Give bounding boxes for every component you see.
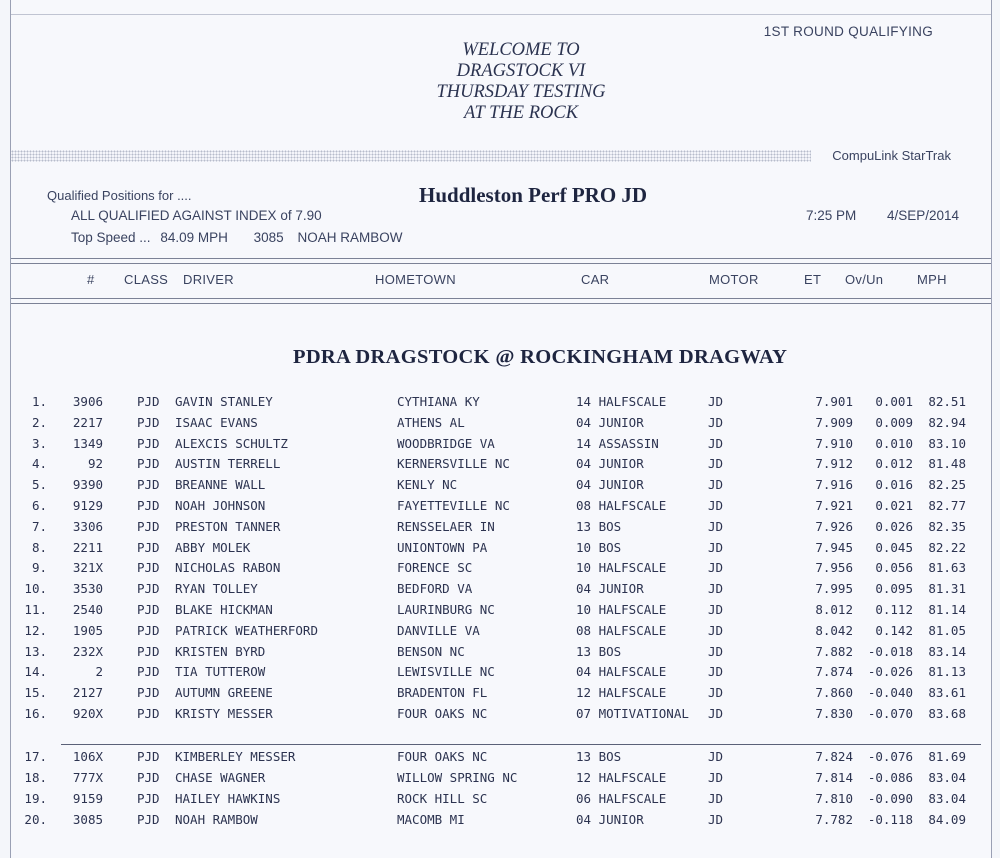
position-cell: 7.: [31, 518, 47, 534]
motor-cell: JD: [708, 643, 724, 659]
col-mph-header: MPH: [917, 272, 947, 287]
report-date: 4/SEP/2014: [887, 208, 960, 223]
mph-cell: 81.63: [928, 560, 966, 576]
mph-cell: 83.61: [928, 685, 966, 701]
et-cell: 7.910: [815, 435, 853, 451]
car-cell: 10 BOS: [576, 539, 622, 555]
driver-cell: TIA TUTTEROW: [175, 664, 266, 680]
position-cell: 20.: [24, 812, 47, 827]
car-cell: 06 HALFSCALE: [576, 791, 667, 806]
et-cell: 8.042: [815, 622, 853, 638]
hometown-cell: MACOMB MI: [397, 812, 465, 827]
welcome-line: DRAGSTOCK VI: [456, 61, 586, 81]
position-cell: 16.: [24, 706, 47, 721]
table-row: [11, 749, 991, 769]
car-number-cell: 777X: [72, 770, 103, 785]
class-cell: PJD: [137, 394, 160, 409]
mph-cell: 82.25: [928, 477, 966, 493]
mph-cell: 83.14: [928, 643, 966, 659]
et-cell: 7.860: [815, 685, 853, 701]
class-cell: PJD: [137, 498, 160, 513]
hometown-cell: RENSSELAER IN: [397, 518, 495, 534]
over-under-cell: 0.021: [875, 498, 913, 513]
car-number-cell: 2: [95, 664, 103, 680]
et-cell: 7.782: [815, 812, 853, 827]
motor-cell: JD: [708, 749, 724, 764]
car-cell: 04 JUNIOR: [576, 477, 644, 493]
header-rule: [11, 258, 991, 259]
car-cell: 10 HALFSCALE: [576, 602, 667, 617]
position-cell: 17.: [24, 749, 47, 764]
motor-cell: JD: [708, 791, 724, 806]
over-under-cell: 0.012: [875, 456, 913, 472]
class-cell: PJD: [137, 477, 160, 493]
top-border: [11, 14, 991, 15]
mph-cell: 81.31: [928, 581, 966, 597]
motor-cell: JD: [708, 812, 724, 827]
over-under-cell: 0.009: [875, 414, 913, 430]
table-row: [11, 685, 991, 705]
position-cell: 2.: [31, 414, 47, 430]
position-cell: 19.: [24, 791, 47, 806]
driver-cell: NOAH JOHNSON: [175, 498, 266, 513]
driver-cell: KRISTEN BYRD: [175, 643, 266, 659]
motor-cell: JD: [708, 706, 724, 721]
hometown-cell: WILLOW SPRING NC: [397, 770, 518, 785]
table-row: [11, 456, 991, 476]
over-under-cell: 0.056: [875, 560, 913, 576]
position-cell: 8.: [31, 539, 47, 555]
et-cell: 7.874: [815, 664, 853, 680]
mph-cell: 83.04: [928, 770, 966, 785]
driver-cell: KRISTY MESSER: [175, 706, 273, 721]
car-cell: 04 JUNIOR: [576, 456, 644, 472]
car-number-cell: 2540: [72, 602, 103, 617]
position-cell: 12.: [24, 622, 47, 638]
car-cell: 04 JUNIOR: [576, 812, 644, 827]
driver-cell: RYAN TOLLEY: [175, 581, 258, 597]
position-cell: 5.: [31, 477, 47, 493]
driver-cell: ALEXCIS SCHULTZ: [175, 435, 288, 451]
et-cell: 7.901: [815, 394, 853, 409]
col-et-header: ET: [804, 272, 822, 287]
mph-cell: 82.77: [928, 498, 966, 513]
class-cell: PJD: [137, 812, 160, 827]
car-number-cell: 9159: [72, 791, 103, 806]
car-number-cell: 106X: [72, 749, 103, 764]
position-cell: 4.: [31, 456, 47, 472]
hometown-cell: FOUR OAKS NC: [397, 749, 488, 764]
car-number-cell: 92: [87, 456, 103, 472]
col-class-header: CLASS: [124, 272, 169, 287]
motor-cell: JD: [708, 456, 724, 472]
table-row: [11, 498, 991, 518]
motor-cell: JD: [708, 498, 724, 513]
mph-cell: 84.09: [928, 812, 966, 827]
over-under-cell: -0.018: [867, 643, 913, 659]
et-cell: 7.956: [815, 560, 853, 576]
et-cell: 7.995: [815, 581, 853, 597]
index-text: ALL QUALIFIED AGAINST INDEX of 7.90: [71, 208, 322, 223]
car-cell: 08 HALFSCALE: [576, 498, 667, 513]
class-cell: PJD: [137, 539, 160, 555]
driver-cell: PATRICK WEATHERFORD: [175, 622, 318, 638]
motor-cell: JD: [708, 477, 724, 493]
col-ovun-header: Ov/Un: [845, 272, 884, 287]
hometown-cell: FORENCE SC: [397, 560, 473, 576]
over-under-cell: 0.095: [875, 581, 913, 597]
et-cell: 7.814: [815, 770, 853, 785]
table-row: [11, 519, 991, 539]
cutoff-line: [61, 744, 981, 745]
track-title: PDRA DRAGSTOCK @ ROCKINGHAM DRAGWAY: [293, 346, 788, 368]
driver-cell: BLAKE HICKMAN: [175, 602, 273, 617]
over-under-cell: 0.016: [875, 477, 913, 493]
hometown-cell: DANVILLE VA: [397, 622, 480, 638]
motor-cell: JD: [708, 539, 724, 555]
motor-cell: JD: [708, 518, 724, 534]
table-row: [11, 706, 991, 726]
table-row: [11, 394, 991, 414]
table-row: [11, 415, 991, 435]
hometown-cell: FAYETTEVILLE NC: [397, 498, 510, 513]
driver-cell: AUTUMN GREENE: [175, 685, 273, 701]
hometown-cell: ATHENS AL: [397, 414, 465, 430]
car-number-cell: 2211: [72, 539, 103, 555]
hometown-cell: KENLY NC: [397, 477, 458, 493]
class-cell: PJD: [137, 435, 160, 451]
car-cell: 04 JUNIOR: [576, 581, 644, 597]
top-speed-car: 3085: [253, 230, 284, 245]
class-cell: PJD: [137, 685, 160, 701]
over-under-cell: 0.001: [875, 394, 913, 409]
table-row: [11, 623, 991, 643]
car-cell: 14 HALFSCALE: [576, 394, 667, 409]
mph-cell: 82.94: [928, 414, 966, 430]
col-driver-header: DRIVER: [183, 272, 234, 287]
position-cell: 3.: [31, 435, 47, 451]
driver-cell: BREANNE WALL: [175, 477, 266, 493]
et-cell: 7.912: [815, 456, 853, 472]
driver-cell: NOAH RAMBOW: [175, 812, 258, 827]
car-number-cell: 9129: [72, 498, 103, 513]
hometown-cell: BENSON NC: [397, 643, 465, 659]
motor-cell: JD: [708, 770, 724, 785]
class-cell: PJD: [137, 456, 160, 472]
table-row: [11, 791, 991, 811]
car-number-cell: 1905: [72, 622, 103, 638]
class-cell: PJD: [137, 581, 160, 597]
driver-cell: KIMBERLEY MESSER: [175, 749, 296, 764]
mph-cell: 81.69: [928, 749, 966, 764]
header-rule: [11, 298, 991, 299]
motor-cell: JD: [708, 394, 724, 409]
top-speed-label: Top Speed ...: [71, 230, 151, 245]
timing-system-label: CompuLink StarTrak: [832, 148, 951, 163]
over-under-cell: -0.118: [867, 812, 913, 827]
position-cell: 13.: [24, 643, 47, 659]
hometown-cell: BEDFORD VA: [397, 581, 473, 597]
hometown-cell: ROCK HILL SC: [397, 791, 488, 806]
car-cell: 13 BOS: [576, 749, 622, 764]
over-under-cell: -0.040: [867, 685, 913, 701]
driver-cell: HAILEY HAWKINS: [175, 791, 281, 806]
car-cell: 13 BOS: [576, 518, 622, 534]
car-cell: 13 BOS: [576, 643, 622, 659]
position-cell: 11.: [24, 602, 47, 617]
col-motor-header: MOTOR: [709, 272, 759, 287]
mph-cell: 81.14: [928, 602, 966, 617]
car-number-cell: 2127: [72, 685, 103, 701]
table-row: [11, 581, 991, 601]
motor-cell: JD: [708, 685, 724, 701]
welcome-line: THURSDAY TESTING: [436, 82, 606, 102]
hometown-cell: UNIONTOWN PA: [397, 539, 488, 555]
table-row: [11, 770, 991, 790]
over-under-cell: -0.076: [867, 749, 913, 764]
position-cell: 10.: [24, 581, 47, 597]
et-cell: 7.810: [815, 791, 853, 806]
over-under-cell: -0.070: [867, 706, 913, 721]
mph-cell: 83.04: [928, 791, 966, 806]
et-cell: 7.916: [815, 477, 853, 493]
et-cell: 7.921: [815, 498, 853, 513]
motor-cell: JD: [708, 664, 724, 680]
mph-cell: 83.68: [928, 706, 966, 721]
table-row: [11, 664, 991, 684]
qualifying-sheet: [10, 0, 992, 858]
driver-cell: CHASE WAGNER: [175, 770, 266, 785]
hometown-cell: CYTHIANA KY: [397, 394, 480, 409]
top-speed-line: [71, 230, 408, 245]
mph-cell: 81.13: [928, 664, 966, 680]
header-rule: [11, 263, 991, 264]
car-number-cell: 232X: [72, 643, 103, 659]
car-number-cell: 3906: [72, 394, 103, 409]
car-cell: 10 HALFSCALE: [576, 560, 667, 576]
car-number-cell: 321X: [72, 560, 103, 576]
event-title: Huddleston Perf PRO JD: [419, 183, 648, 207]
hometown-cell: FOUR OAKS NC: [397, 706, 488, 721]
driver-cell: GAVIN STANLEY: [175, 394, 273, 409]
car-number-cell: 3306: [72, 518, 103, 534]
class-cell: PJD: [137, 602, 160, 617]
report-time: 7:25 PM: [806, 208, 857, 223]
position-cell: 14.: [24, 664, 47, 680]
table-row: [11, 812, 991, 832]
table-row: [11, 644, 991, 664]
car-cell: 04 JUNIOR: [576, 414, 644, 430]
welcome-line: AT THE ROCK: [463, 103, 579, 123]
driver-cell: ISAAC EVANS: [175, 414, 258, 430]
table-row: [11, 602, 991, 622]
hometown-cell: LAURINBURG NC: [397, 602, 495, 617]
car-number-cell: 2217: [72, 414, 103, 430]
motor-cell: JD: [708, 560, 724, 576]
mph-cell: 82.51: [928, 394, 966, 409]
et-cell: 8.012: [815, 602, 853, 617]
class-cell: PJD: [137, 643, 160, 659]
mph-cell: 81.05: [928, 622, 966, 638]
et-cell: 7.882: [815, 643, 853, 659]
driver-cell: AUSTIN TERRELL: [175, 456, 281, 472]
et-cell: 7.926: [815, 518, 853, 534]
class-cell: PJD: [137, 749, 160, 764]
motor-cell: JD: [708, 581, 724, 597]
class-cell: PJD: [137, 622, 160, 638]
table-row: [11, 436, 991, 456]
hometown-cell: LEWISVILLE NC: [397, 664, 495, 680]
class-cell: PJD: [137, 770, 160, 785]
col-num-header: #: [87, 272, 95, 287]
position-cell: 9.: [31, 560, 47, 576]
car-number-cell: 3530: [72, 581, 103, 597]
motor-cell: JD: [708, 602, 724, 617]
driver-cell: NICHOLAS RABON: [175, 560, 281, 576]
round-label: 1ST ROUND QUALIFYING: [763, 24, 933, 39]
top-speed-driver: NOAH RAMBOW: [297, 230, 403, 245]
col-hometown-header: HOMETOWN: [375, 272, 456, 287]
car-number-cell: 920X: [72, 706, 103, 721]
position-cell: 18.: [24, 770, 47, 785]
driver-cell: PRESTON TANNER: [175, 518, 281, 534]
car-number-cell: 3085: [72, 812, 103, 827]
car-cell: 14 ASSASSIN: [576, 435, 659, 451]
table-row: [11, 540, 991, 560]
over-under-cell: 0.026: [875, 518, 913, 534]
over-under-cell: -0.026: [867, 664, 913, 680]
car-cell: 08 HALFSCALE: [576, 622, 667, 638]
position-cell: 6.: [31, 498, 47, 513]
mph-cell: 82.22: [928, 539, 966, 555]
driver-cell: ABBY MOLEK: [175, 539, 251, 555]
et-cell: 7.824: [815, 749, 853, 764]
hometown-cell: WOODBRIDGE VA: [397, 435, 495, 451]
mph-cell: 82.35: [928, 518, 966, 534]
over-under-cell: -0.090: [867, 791, 913, 806]
hometown-cell: KERNERSVILLE NC: [397, 456, 510, 472]
table-row: [11, 560, 991, 580]
over-under-cell: 0.142: [875, 622, 913, 638]
over-under-cell: 0.045: [875, 539, 913, 555]
mph-cell: 81.48: [928, 456, 966, 472]
qualified-positions-label: Qualified Positions for ....: [47, 188, 192, 203]
mph-cell: 83.10: [928, 435, 966, 451]
col-car-header: CAR: [581, 272, 610, 287]
motor-cell: JD: [708, 435, 724, 451]
over-under-cell: 0.112: [875, 602, 913, 617]
class-cell: PJD: [137, 791, 160, 806]
hometown-cell: BRADENTON FL: [397, 685, 488, 701]
et-cell: 7.830: [815, 706, 853, 721]
et-cell: 7.909: [815, 414, 853, 430]
class-cell: PJD: [137, 706, 160, 721]
header-rule: [11, 303, 991, 304]
class-cell: PJD: [137, 414, 160, 430]
et-cell: 7.945: [815, 539, 853, 555]
dotted-divider: [11, 150, 811, 162]
motor-cell: JD: [708, 622, 724, 638]
car-cell: 04 HALFSCALE: [576, 664, 667, 680]
class-cell: PJD: [137, 560, 160, 576]
car-cell: 12 HALFSCALE: [576, 685, 667, 701]
over-under-cell: 0.010: [875, 435, 913, 451]
car-cell: 12 HALFSCALE: [576, 770, 667, 785]
car-number-cell: 9390: [72, 477, 103, 493]
welcome-line: WELCOME TO: [462, 40, 580, 60]
table-row: [11, 477, 991, 497]
car-number-cell: 1349: [72, 435, 103, 451]
car-cell: 07 MOTIVATIONAL: [576, 706, 689, 721]
class-cell: PJD: [137, 518, 160, 534]
over-under-cell: -0.086: [867, 770, 913, 785]
welcome-banner: [371, 40, 671, 124]
motor-cell: JD: [708, 414, 724, 430]
position-cell: 15.: [24, 685, 47, 701]
top-speed-value: 84.09 MPH: [160, 230, 228, 245]
class-cell: PJD: [137, 664, 160, 680]
position-cell: 1.: [31, 394, 47, 409]
